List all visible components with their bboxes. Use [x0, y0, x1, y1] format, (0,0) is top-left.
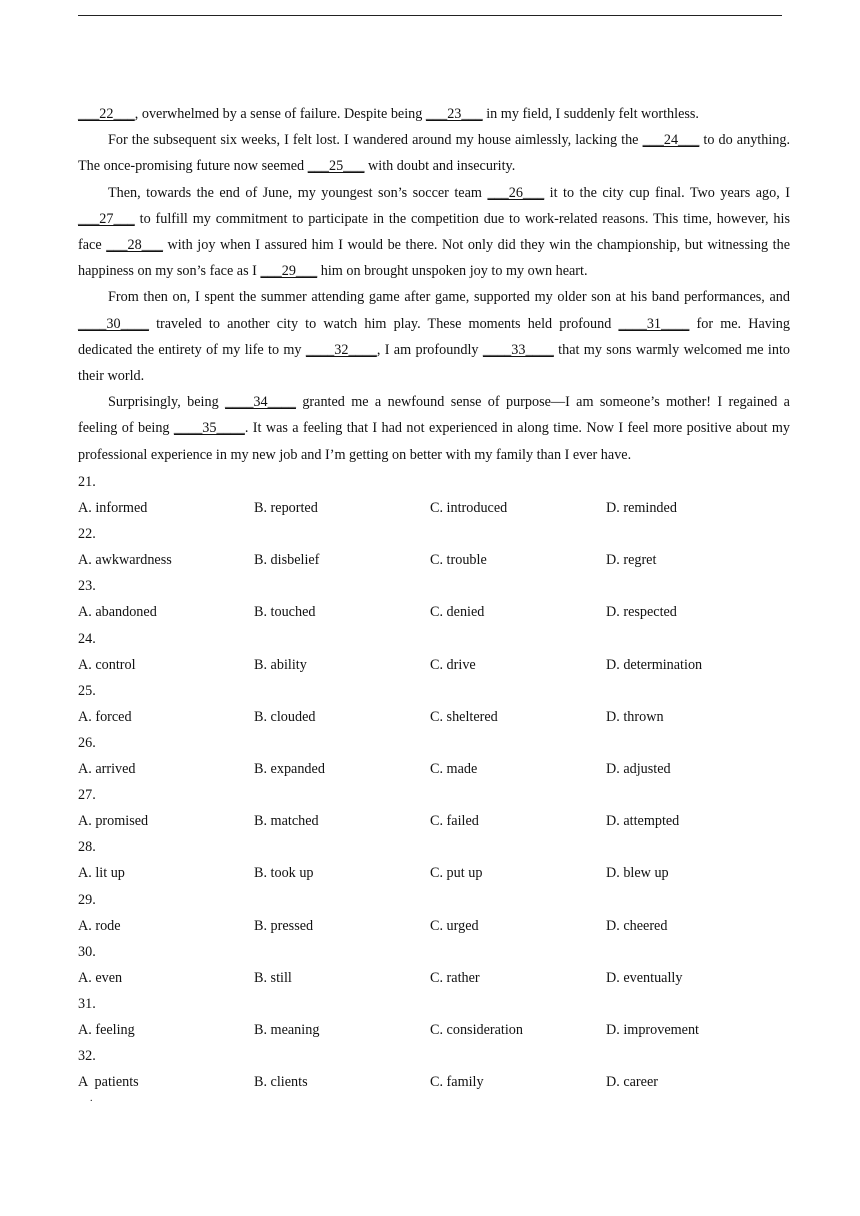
- option-b: B. ability: [254, 656, 307, 673]
- passage-paragraph: [78, 389, 790, 468]
- answer-blank: ____33____: [482, 341, 554, 358]
- option-row: [78, 547, 790, 573]
- option-b: B. matched: [254, 813, 319, 830]
- question-number: 24.: [78, 630, 96, 647]
- answer-blank: ___23___: [425, 106, 483, 122]
- answer-blank: ___27___: [78, 210, 135, 227]
- option-c: C. sheltered: [430, 708, 498, 725]
- passage-text: For the subsequent six weeks, I felt lost. I wandered around my house aimlessly, lacking the: [108, 132, 643, 149]
- passage-text: with doubt and insecurity.: [364, 158, 516, 175]
- option-d: D. thrown: [606, 708, 664, 725]
- option-c: C. failed: [430, 813, 479, 830]
- option-d: D. eventually: [606, 969, 683, 986]
- answer-blank: ___25___: [307, 158, 365, 175]
- option-d: D. adjusted: [606, 761, 671, 778]
- option-row: [78, 704, 790, 730]
- option-b: B. reported: [254, 500, 318, 517]
- option-row: [78, 756, 790, 782]
- passage-paragraph: [78, 127, 790, 179]
- cloze-passage: [78, 101, 790, 468]
- option-a: A patients: [78, 1074, 139, 1091]
- passage-text: , I am profoundly: [376, 341, 483, 358]
- option-row: [78, 1069, 790, 1095]
- option-d: D. career: [606, 1074, 658, 1091]
- answer-blank: ____32____: [305, 341, 377, 358]
- passage-paragraph: [78, 284, 790, 389]
- passage-text: him on brought unspoken joy to my own heart.: [317, 263, 588, 280]
- option-row: [78, 860, 790, 886]
- option-a: A. rode: [78, 917, 121, 934]
- passage-text: From then on, I spent the summer attending game after game, supported my older son at his band performances, and: [108, 289, 790, 306]
- answer-blank: ____35____: [173, 420, 245, 437]
- option-b: B. still: [254, 969, 292, 986]
- option-row: [78, 913, 790, 939]
- option-a: A. feeling: [78, 1021, 135, 1038]
- option-c: C. drive: [430, 656, 476, 673]
- option-d: D. blew up: [606, 865, 669, 882]
- option-b: B. clients: [254, 1074, 308, 1091]
- option-b: B. disbelief: [254, 552, 320, 569]
- option-row: [78, 599, 790, 625]
- answer-blank: ___24___: [642, 132, 700, 149]
- passage-text: Surprisingly, being: [108, 394, 226, 411]
- question-number: 26.: [78, 734, 96, 751]
- option-a: A. control: [78, 656, 136, 673]
- passage-text: Then, towards the end of June, my youngest son’s soccer team: [108, 184, 488, 201]
- option-row: [78, 808, 790, 834]
- option-d: D. improvement: [606, 1021, 699, 1038]
- passage-text: that my sons warmly welcomed me into their world.: [78, 341, 790, 385]
- option-d: D. respected: [606, 604, 677, 621]
- question-number: 25.: [78, 682, 96, 699]
- answer-blank: ___22___: [78, 106, 135, 122]
- option-c: C. introduced: [430, 500, 508, 517]
- option-c: C. denied: [430, 604, 485, 621]
- option-a: A. lit up: [78, 865, 125, 882]
- answer-blank: ____30____: [78, 315, 149, 332]
- option-d: D. regret: [606, 552, 657, 569]
- option-a: A. abandoned: [78, 604, 157, 621]
- option-row: [78, 495, 790, 521]
- question-number: 27.: [78, 787, 96, 804]
- question-number: 32.: [78, 1048, 96, 1065]
- header-rule: [78, 15, 782, 16]
- option-a: A. awkwardness: [78, 552, 172, 569]
- option-c: C. made: [430, 761, 478, 778]
- passage-text: with joy when I assured him I would be there. Not only did they win the championship, but witnessing the happiness on my son’s face as I: [78, 237, 790, 280]
- option-c: C. trouble: [430, 552, 487, 569]
- option-c: C. consideration: [430, 1021, 523, 1038]
- option-a: A. promised: [78, 813, 149, 830]
- answer-blank: ___28___: [106, 237, 163, 254]
- option-b: B. clouded: [254, 708, 316, 725]
- passage-text: it to the city cup final. Two years ago, I: [544, 184, 790, 201]
- question-number: 30.: [78, 943, 96, 960]
- question-number: 21.: [78, 474, 96, 490]
- option-d: D. attempted: [606, 813, 680, 830]
- option-d: D. determination: [606, 656, 703, 673]
- question-number: 28.: [78, 839, 96, 856]
- stray-mark: .: [90, 1093, 93, 1104]
- answer-blank: ___26___: [487, 184, 545, 201]
- option-row: [78, 1017, 790, 1043]
- option-c: C. urged: [430, 917, 479, 934]
- option-a: A. arrived: [78, 761, 136, 778]
- option-row: [78, 652, 790, 678]
- option-b: B. meaning: [254, 1021, 320, 1038]
- passage-text: granted me a newfound sense of purpose—I am someone’s mother! I regained a feeling of being: [78, 394, 790, 437]
- option-c: C. family: [430, 1074, 484, 1091]
- answer-blank: ____31____: [618, 315, 690, 332]
- question-number: 22.: [78, 526, 96, 543]
- option-b: B. took up: [254, 865, 314, 882]
- question-number: 23.: [78, 578, 96, 595]
- answer-blank: ____34____: [225, 394, 296, 411]
- passage-text: , overwhelmed by a sense of failure. Despite being: [134, 106, 426, 122]
- question-number: 31.: [78, 995, 96, 1012]
- passage-text: for me. Having dedicated the entirety of my life to my: [78, 315, 790, 358]
- option-a: A. even: [78, 969, 123, 986]
- question-number: 29.: [78, 891, 96, 908]
- passage-text: in my field, I suddenly felt worthless.: [482, 106, 699, 122]
- passage-text: to fulfill my commitment to participate in the competition due to work-related reasons. This time, however, his face: [78, 210, 790, 254]
- option-b: B. expanded: [254, 761, 325, 778]
- option-a: A. informed: [78, 500, 148, 517]
- passage-paragraph: [78, 101, 790, 127]
- option-c: C. rather: [430, 969, 480, 986]
- passage-text: to do anything. The once-promising future now seemed: [78, 132, 791, 175]
- option-a: A. forced: [78, 708, 132, 725]
- option-row: [78, 965, 790, 991]
- option-d: D. cheered: [606, 917, 668, 934]
- option-b: B. pressed: [254, 917, 314, 934]
- passage-text: . It was a feeling that I had not experienced in along time. Now I feel more positive about my professional experience in my new job and I’m getting on better with my family than I ever have.: [78, 420, 790, 463]
- option-b: B. touched: [254, 604, 316, 621]
- option-d: D. reminded: [606, 500, 677, 517]
- answer-blank: ___29___: [260, 263, 318, 280]
- option-c: C. put up: [430, 865, 483, 882]
- question-list: [78, 469, 790, 1095]
- passage-paragraph: [78, 180, 790, 285]
- passage-text: traveled to another city to watch him play. These moments held profound: [148, 315, 619, 332]
